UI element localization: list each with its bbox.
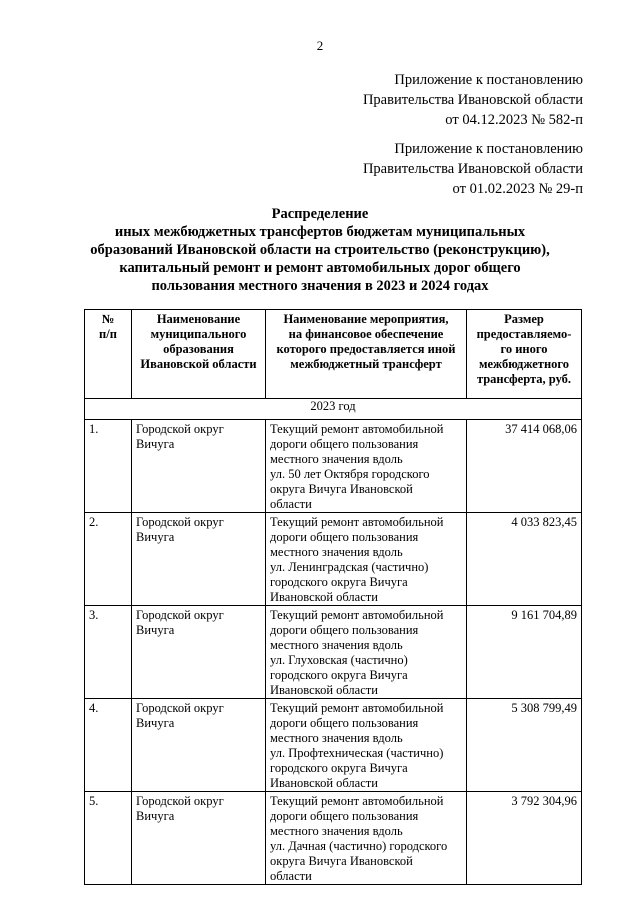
title-line: Распределение <box>271 206 369 222</box>
title-line: иных межбюджетных трансфертов бюджетам муниципальных <box>114 224 526 240</box>
activity-cell: Текущий ремонт автомобильной дороги общего пользования местного значения вдоль ул. 50 лет Октября городского округа Вичуга Ивановской области <box>266 420 467 513</box>
table-row <box>85 606 582 699</box>
title-line: образований Ивановской области на строительство (реконструкцию), <box>90 242 550 258</box>
year-label: 2023 год <box>85 399 582 420</box>
appendix-line: от 01.02.2023 № 29-п <box>452 181 583 197</box>
appendix-line: Приложение к постановлению <box>394 141 583 157</box>
row-number: 4. <box>85 699 132 792</box>
row-number: 5. <box>85 792 132 885</box>
appendix-line: Правительства Ивановской области <box>362 161 583 177</box>
page-number: 2 <box>316 38 324 53</box>
year-row <box>85 399 582 420</box>
amount-cell: 9 161 704,89 <box>467 606 582 699</box>
appendix-line: от 04.12.2023 № 582-п <box>445 112 583 128</box>
document-title <box>70 205 570 295</box>
amount-cell: 37 414 068,06 <box>467 420 582 513</box>
table-row <box>85 513 582 606</box>
title-line: капитальный ремонт и ремонт автомобильных дорог общего <box>119 260 521 276</box>
amount-cell: 4 033 823,45 <box>467 513 582 606</box>
municipality-cell: Городской округ Вичуга <box>132 606 266 699</box>
row-number: 1. <box>85 420 132 513</box>
header-amount: Размер предоставляемо- го иного межбюджетного трансферта, руб. <box>467 310 582 399</box>
activity-cell: Текущий ремонт автомобильной дороги общего пользования местного значения вдоль ул. Дачная (частично) городского округа Вичуга Ивановской области <box>266 792 467 885</box>
activity-cell: Текущий ремонт автомобильной дороги общего пользования местного значения вдоль ул. Глуховская (частично) городского округа Вичуга Ивановской области <box>266 606 467 699</box>
table-header-row <box>85 310 582 399</box>
row-number: 2. <box>85 513 132 606</box>
appendix-line: Правительства Ивановской области <box>362 92 583 108</box>
municipality-cell: Городской округ Вичуга <box>132 420 266 513</box>
table-row <box>85 792 582 885</box>
header-municipality: Наименование муниципального образования Ивановской области <box>132 310 266 399</box>
municipality-cell: Городской округ Вичуга <box>132 699 266 792</box>
activity-cell: Текущий ремонт автомобильной дороги общего пользования местного значения вдоль ул. Ленинградская (частично) городского округа Вичуга Ивановской области <box>266 513 467 606</box>
row-number: 3. <box>85 606 132 699</box>
table-row <box>85 420 582 513</box>
activity-cell: Текущий ремонт автомобильной дороги общего пользования местного значения вдоль ул. Профтехническая (частично) городского округа Вичуга Ивановской области <box>266 699 467 792</box>
amount-cell: 3 792 304,96 <box>467 792 582 885</box>
appendix-line: Приложение к постановлению <box>394 72 583 88</box>
table-row <box>85 699 582 792</box>
header-activity: Наименование мероприятия, на финансовое обеспечение которого предоставляется иной межбюджетный трансферт <box>266 310 467 399</box>
appendix-block-current <box>363 70 583 130</box>
transfer-distribution-table <box>84 309 582 885</box>
appendix-block-original <box>363 139 583 199</box>
header-number: № п/п <box>85 310 132 399</box>
municipality-cell: Городской округ Вичуга <box>132 513 266 606</box>
amount-cell: 5 308 799,49 <box>467 699 582 792</box>
title-line: пользования местного значения в 2023 и 2024 годах <box>151 278 489 294</box>
municipality-cell: Городской округ Вичуга <box>132 792 266 885</box>
